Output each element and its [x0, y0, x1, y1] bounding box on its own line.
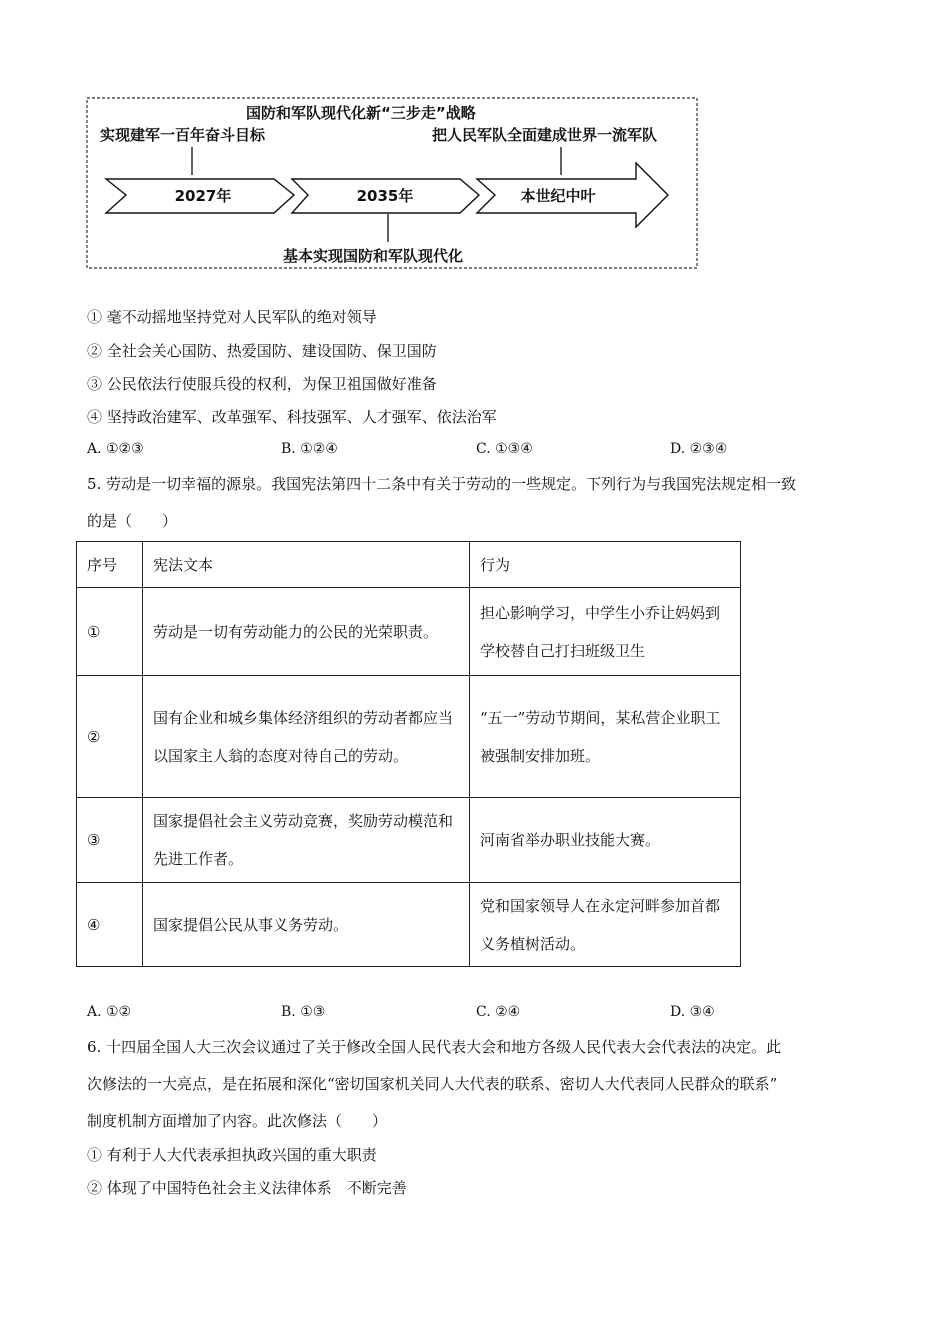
diagram-label-right-top: 把人民军队全面建成世界一流军队	[432, 126, 658, 144]
diagram-label-bottom: 基本实现国防和军队现代化	[283, 247, 464, 265]
diagram-title: 国防和军队现代化新“三步走”战略	[246, 104, 476, 122]
row-text: 国有企业和城乡集体经济组织的劳动者都应当以国家主人翁的态度对待自己的劳动。	[143, 676, 470, 798]
row-number: ③	[77, 798, 143, 883]
q5-stem-line1: 5. 劳动是一切幸福的源泉。我国宪法第四十二条中有关于劳动的一些规定。下列行为与我国宪法规定相一致	[87, 475, 797, 493]
q4-choice-a[interactable]: A. ①②③	[87, 441, 144, 457]
q5-stem-line2: 的是（ ）	[87, 512, 178, 530]
row-number: ①	[77, 588, 143, 676]
row-text: 国家提倡社会主义劳动竞赛，奖励劳动模范和先进工作者。	[143, 798, 470, 883]
q5-choice-d[interactable]: D. ③④	[670, 1004, 715, 1020]
row-number: ②	[77, 676, 143, 798]
q6-stem-line1: 6. 十四届全国人大三次会议通过了关于修改全国人民代表大会和地方各级人民代表大会代表法的决定。此	[87, 1038, 782, 1056]
q4-choice-b[interactable]: B. ①②④	[281, 441, 338, 457]
table-row	[77, 676, 741, 798]
step-label-3: 本世纪中叶	[520, 187, 596, 205]
constitution-table	[76, 541, 741, 967]
q6-stem-line3: 制度机制方面增加了内容。此次修法（ ）	[87, 1112, 388, 1130]
table-row	[77, 798, 741, 883]
row-text: 劳动是一切有劳动能力的公民的光荣职责。	[143, 588, 470, 676]
row-text: 国家提倡公民从事义务劳动。	[143, 883, 470, 967]
q4-choice-c[interactable]: C. ①③④	[476, 441, 533, 457]
row-behavior: “五一”劳动节期间，某私营企业职工被强制安排加班。	[470, 676, 741, 798]
q4-option-4: ④ 坚持政治建军、改革强军、科技强军、人才强军、依法治军	[87, 408, 497, 426]
row-behavior: 党和国家领导人在永定河畔参加首都义务植树活动。	[470, 883, 741, 967]
header-behavior: 行为	[470, 542, 741, 588]
q5-choice-b[interactable]: B. ①③	[281, 1004, 326, 1020]
diagram-label-left-top: 实现建军一百年奋斗目标	[100, 126, 266, 144]
q4-option-2: ② 全社会关心国防、热爱国防、建设国防、保卫国防	[87, 342, 437, 360]
q6-option-2: ② 体现了中国特色社会主义法律体系 不断完善	[87, 1179, 407, 1197]
q4-choice-d[interactable]: D. ②③④	[670, 441, 728, 457]
q4-option-1: ① 毫不动摇地坚持党对人民军队的绝对领导	[87, 308, 377, 326]
q6-option-1: ① 有利于人大代表承担执政兴国的重大职责	[87, 1146, 377, 1164]
header-number: 序号	[77, 542, 143, 588]
row-number: ④	[77, 883, 143, 967]
table-row	[77, 588, 741, 676]
q5-choice-c[interactable]: C. ②④	[476, 1004, 521, 1020]
q6-stem-line2: 次修法的一大亮点，是在拓展和深化“密切国家机关同人大代表的联系、密切人大代表同人民群众的联系”	[87, 1075, 778, 1093]
q4-option-3: ③ 公民依法行使服兵役的权利，为保卫祖国做好准备	[87, 375, 437, 393]
row-behavior: 担心影响学习，中学生小乔让妈妈到学校替自己打扫班级卫生	[470, 588, 741, 676]
q5-choice-a[interactable]: A. ①②	[87, 1004, 132, 1020]
strategy-diagram	[86, 97, 698, 269]
table-header-row	[77, 542, 741, 588]
header-text: 宪法文本	[143, 542, 470, 588]
step-label-1: 2027年	[174, 187, 232, 205]
table-row	[77, 883, 741, 967]
row-behavior: 河南省举办职业技能大赛。	[470, 798, 741, 883]
step-label-2: 2035年	[356, 187, 414, 205]
